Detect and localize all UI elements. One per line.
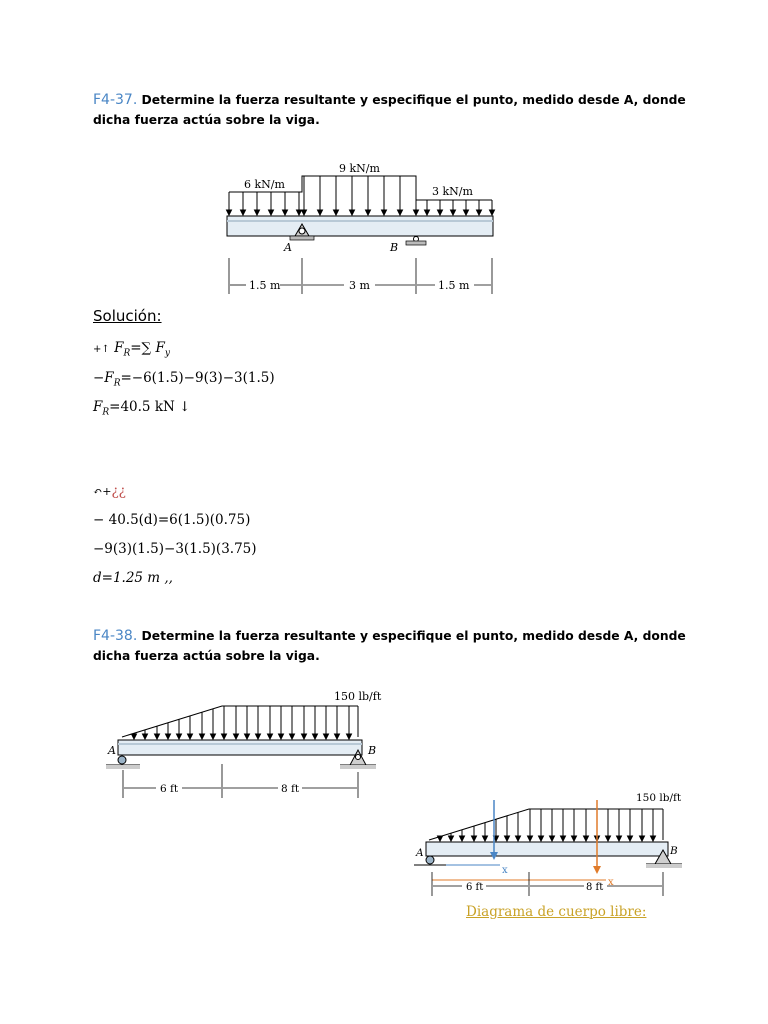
load-arrowhead (177, 734, 182, 739)
load-arrowhead (528, 836, 533, 841)
load-label: 150 lb/ft (636, 792, 682, 804)
load-arrowhead (350, 210, 355, 215)
load-label-3: 3 kN/m (432, 185, 473, 198)
problem-f4-37 (93, 90, 693, 130)
load-arrowhead (255, 210, 260, 215)
load-arrowhead (166, 734, 171, 739)
load-arrowhead (477, 210, 482, 215)
dim-8ft: 8 ft (586, 882, 604, 893)
problem-f4-38 (93, 626, 693, 666)
load-arrowhead (505, 836, 510, 841)
load-arrowhead (398, 210, 403, 215)
problem-number: F4-38. (93, 628, 138, 644)
equation-moment-result: d=1.25 m ,, (93, 570, 173, 586)
load-arrowhead (550, 836, 555, 841)
load-arrowhead (268, 734, 273, 739)
resultant-arrow-orange (593, 800, 601, 874)
load-arrowhead (283, 210, 288, 215)
free-body-diagram (410, 786, 700, 898)
load-arrowhead (302, 734, 307, 739)
load-arrowhead (155, 734, 160, 739)
dim-1-5m-right: 1.5 m (438, 279, 470, 292)
load-arrowhead (539, 836, 544, 841)
load-arrowhead (211, 734, 216, 739)
load-arrowhead (438, 210, 443, 215)
equation-moment-header: ↶+¿¿ (93, 483, 126, 499)
problem-number: F4-37. (93, 92, 138, 108)
load-arrowhead (241, 210, 246, 215)
load-arrowhead (335, 734, 340, 739)
load-arrowhead (143, 734, 148, 739)
beam (227, 216, 493, 236)
load-arrowhead (290, 734, 295, 739)
label-b: B (390, 241, 399, 254)
dim-8ft: 8 ft (281, 783, 300, 795)
load-arrows (438, 809, 656, 841)
load-arrowhead (234, 734, 239, 739)
load-arrowhead (200, 734, 205, 739)
beam-figure-f4-37 (222, 158, 502, 298)
dim-6ft: 6 ft (466, 882, 484, 893)
equation-moment-line1: − 40.5(d)=6(1.5)(0.75) (93, 512, 251, 528)
load-arrowhead (414, 210, 419, 215)
load-arrowhead (313, 734, 318, 739)
equation-fr-result: $F_R=40.5$ kN ↓ (93, 399, 191, 418)
beam (426, 842, 668, 856)
problem-text-line1: Determine la fuerza resultante y especifique el punto, medido desde A, donde (137, 93, 686, 107)
load-label-9: 9 kN/m (339, 162, 380, 175)
load-arrowhead (227, 210, 232, 215)
figure-caption: Diagrama de cuerpo libre: (466, 904, 647, 920)
load-arrowhead (222, 734, 227, 739)
beam (118, 740, 362, 755)
load-arrowhead (584, 836, 589, 841)
label-b: B (670, 845, 678, 857)
dim-6ft: 6 ft (160, 783, 179, 795)
dim-1-5m-left: 1.5 m (249, 279, 281, 292)
roller-support-b (406, 237, 426, 246)
roller-support-a (106, 756, 140, 769)
load-label: 150 lb/ft (334, 690, 382, 703)
load-arrowhead (245, 734, 250, 739)
load-arrowhead (472, 836, 477, 841)
load-arrowhead (269, 210, 274, 215)
dim-3m: 3 m (349, 279, 370, 292)
load-arrowhead (460, 836, 465, 841)
load-arrowhead (617, 836, 622, 841)
load-arrowhead (132, 734, 137, 739)
problem-text-line2: dicha fuerza actúa sobre la viga. (93, 113, 320, 127)
equation-moment-line2: −9(3)(1.5)−3(1.5)(3.75) (93, 541, 257, 557)
label-a: A (416, 847, 424, 859)
load-arrowhead (297, 210, 302, 215)
load-arrowhead (651, 836, 656, 841)
equation-sum-forces: +↑ $F_R=\sum$ $F_y$ (93, 340, 170, 359)
load-arrowhead (449, 836, 454, 841)
load-arrowhead (324, 734, 329, 739)
load-arrowhead (438, 836, 443, 841)
load-arrowhead (425, 210, 430, 215)
x-mark-orange: x (608, 877, 614, 888)
load-arrowhead (628, 836, 633, 841)
load-arrowhead (279, 734, 284, 739)
label-b: B (368, 744, 377, 757)
equation-fr-components: $-F_R=-6(1.5)-9(3)-3(1.5)$ (93, 370, 275, 389)
load-arrowhead (302, 210, 307, 215)
load-arrowhead (382, 210, 387, 215)
load-arrowhead (188, 734, 193, 739)
load-arrowhead (606, 836, 611, 841)
problem-text-line1: Determine la fuerza resultante y especifique el punto, medido desde A, donde (137, 629, 686, 643)
load-arrows (132, 706, 352, 739)
beam-figure-f4-38 (100, 684, 390, 800)
load-arrowhead (561, 836, 566, 841)
load-arrowhead (464, 210, 469, 215)
load-arrowhead (347, 734, 352, 739)
load-arrowhead (256, 734, 261, 739)
load-arrowhead (451, 210, 456, 215)
load-arrowhead (640, 836, 645, 841)
load-arrowhead (490, 210, 495, 215)
load-arrowhead (366, 210, 371, 215)
load-arrowhead (483, 836, 488, 841)
x-mark-blue: x (502, 865, 508, 876)
problem-text-line2: dicha fuerza actúa sobre la viga. (93, 649, 320, 663)
load-label-6: 6 kN/m (244, 178, 285, 191)
load-arrowhead (572, 836, 577, 841)
load-arrowhead (318, 210, 323, 215)
solution-heading: Solución: (93, 307, 162, 325)
load-arrowhead (334, 210, 339, 215)
load-profile (429, 809, 663, 840)
label-a: A (108, 744, 116, 757)
label-a: A (284, 241, 292, 254)
load-arrowhead (516, 836, 521, 841)
